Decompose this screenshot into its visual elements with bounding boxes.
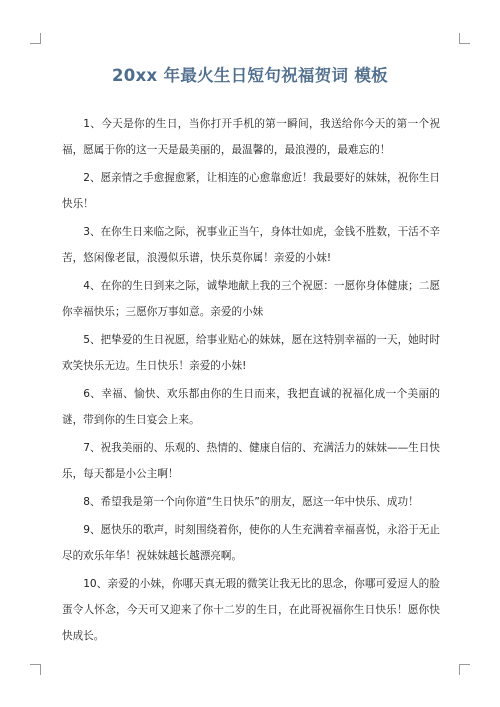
paragraph-6: 6、幸福、愉快、欢乐都由你的生日而来，我把直诚的祝福化成一个美丽的谜，带到你的生日宴会上来。 xyxy=(62,388,440,426)
page-corner-mark-top-right xyxy=(459,33,470,44)
page-corner-mark-bottom-left xyxy=(30,664,41,675)
paragraph-1: 1、今天是你的生日，当你打开手机的第一瞬间，我送给你今天的第一个祝福，愿属于你的这一天是最美丽的，最温馨的，最浪漫的，最难忘的！ xyxy=(62,118,440,156)
document-title: 20xx 年最火生日短句祝福贺词 模板 xyxy=(112,66,388,85)
paragraph-10: 10、亲爱的小妹，你哪天真无瑕的微笑让我无比的思念，你哪可爱逗人的脸蛋令人怀念，今天可又迎来了你十二岁的生日，在此哥祝福你生日快乐！愿你快快成长。 xyxy=(62,578,440,642)
paragraph-3: 3、在你生日来临之际，祝事业正当午，身体壮如虎，金钱不胜数，干活不辛苦，悠闲像老鼠，浪漫似乐谱，快乐莫你属！亲爱的小妹! xyxy=(62,226,440,264)
document-body xyxy=(62,111,440,651)
paragraph-4: 4、在你的生日到来之际，诚挚地献上我的三个祝愿：一愿你身体健康；二愿你幸福快乐；三愿你万事如意。亲爱的小妹 xyxy=(62,280,440,318)
paragraph-2: 2、愿亲情之手愈握愈紧，让相连的心愈靠愈近！我最要好的妹妹，祝你生日快乐！ xyxy=(62,172,440,210)
page-corner-mark-top-left xyxy=(30,33,41,44)
paragraph-7: 7、祝我美丽的、乐观的、热情的、健康自信的、充满活力的妹妹——生日快乐，每天都是小公主啊！ xyxy=(62,442,440,480)
page-corner-mark-bottom-right xyxy=(459,664,470,675)
paragraph-5: 5、把挚爱的生日祝愿，给事业贴心的妹妹，愿在这特别幸福的一天，她时时欢笑快乐无边。生日快乐！亲爱的小妹! xyxy=(62,334,440,372)
paragraph-9: 9、愿快乐的歌声，时刻围绕着你，使你的人生充满着幸福喜悦，永浴于无止尽的欢乐年华！祝妹妹越长越漂亮啊。 xyxy=(62,524,440,562)
paragraph-8: 8、希望我是第一个向你道“生日快乐”的朋友，愿这一年中快乐、成功！ xyxy=(83,496,419,508)
